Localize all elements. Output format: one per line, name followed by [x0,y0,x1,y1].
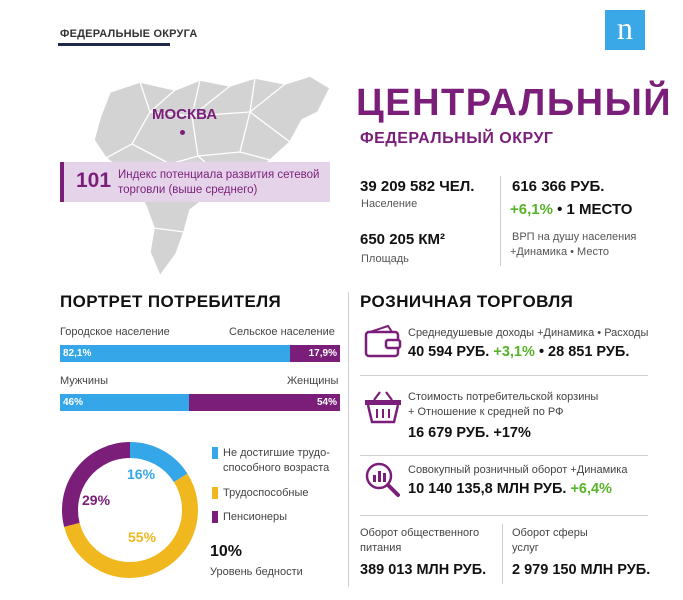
income-row [408,344,629,360]
area-value: 650 205 КМ² [360,231,446,248]
turnover-row [408,481,612,497]
poverty-label: Уровень бедности [210,566,303,578]
rural-segment: 17,9% [290,345,340,362]
income-value: 40 594 РУБ. [408,344,490,360]
magnifier-chart-icon [362,460,404,498]
turnover-label: Совокупный розничный оборот +Динамика [408,464,628,476]
gender-bar [60,394,340,411]
turnover-dynamic: +6,4% [570,481,612,497]
urban-segment: 82,1% [60,345,290,362]
portrait-title: ПОРТРЕТ ПОТРЕБИТЕЛЯ [60,292,282,311]
rural-label: Сельское население [229,326,335,338]
urban-rural-bar [60,345,340,362]
legend-swatch-pensioners [212,511,218,523]
retail-bottom-divider [502,524,503,584]
age-donut-chart [60,440,200,580]
catering-label [360,526,479,556]
legend-swatch-working [212,487,218,499]
grp-place: • 1 МЕСТО [557,201,633,218]
income-expenses: • 28 851 РУБ. [538,344,630,360]
section-tag-underline [58,43,170,46]
income-label: Среднедушевые доходы +Динамика • Расходы [408,327,649,339]
grp-label-2: +Динамика • Место [510,246,609,258]
district-title: ЦЕНТРАЛЬНЫЙ [356,82,673,124]
donut-label-working: 55% [128,529,157,545]
index-description: Индекс потенциала развития сетевой торговли (выше среднего) [118,169,320,196]
legend-working: Трудоспособные [223,487,309,499]
grp-label-1: ВРП на душу населения [512,231,637,243]
stats-divider [500,176,501,266]
legend-swatch-youth [212,447,218,459]
services-value: 2 979 150 МЛН РУБ. [512,562,651,578]
city-dot [180,130,185,135]
turnover-value: 10 140 135,8 МЛН РУБ. [408,481,567,497]
catering-value: 389 013 МЛН РУБ. [360,562,487,578]
city-label: МОСКВА [152,106,218,123]
retail-divider-1 [360,375,648,376]
basket-value: 16 679 РУБ. +17% [408,425,531,441]
catering-label-line2: питания [360,542,402,554]
legend-youth [223,446,330,476]
services-label-line1: Оборот сферы [512,527,588,539]
population-label: Население [361,198,418,210]
women-segment: 54% [189,394,340,411]
legend-youth-line2: способного возраста [223,462,330,474]
retail-divider-2 [360,455,648,456]
grp-dynamic-row [510,201,632,218]
services-label-line2: услуг [512,542,539,554]
grp-value: 616 366 РУБ. [512,178,605,195]
population-value: 39 209 582 ЧЕЛ. [360,178,475,195]
retail-divider-3 [360,515,648,516]
men-label: Мужчины [60,375,109,387]
basket-label-line2: + Отношение к средней по РФ [408,406,564,418]
basket-label [408,390,598,420]
index-value: 101 [76,169,112,192]
men-segment: 46% [60,394,189,411]
services-label [512,526,588,556]
legend-pensioners: Пенсионеры [223,511,288,523]
catering-label-line1: Оборот общественного [360,527,480,539]
district-subtitle: ФЕДЕРАЛЬНЫЙ ОКРУГ [360,130,554,147]
basket-label-line1: Стоимость потребительской корзины [408,391,599,403]
section-tag: ФЕДЕРАЛЬНЫЕ ОКРУГА [60,28,198,40]
grp-dynamic: +6,1% [510,201,553,218]
women-label: Женщины [287,375,339,387]
income-dynamic: +3,1% [493,344,535,360]
area-label: Площадь [361,253,409,265]
donut-label-youth: 16% [127,466,156,482]
retail-title: РОЗНИЧНАЯ ТОРГОВЛЯ [360,292,574,311]
poverty-value: 10% [210,543,243,560]
basket-icon [362,388,404,426]
wallet-icon [362,324,404,362]
donut-slice-pensioners [70,450,130,525]
legend-youth-line1: Не достигшие трудо- [223,447,330,459]
logo: n [605,10,645,50]
donut-label-pensioners: 29% [82,492,111,508]
section-divider [348,292,349,587]
urban-label: Городское население [60,326,170,338]
